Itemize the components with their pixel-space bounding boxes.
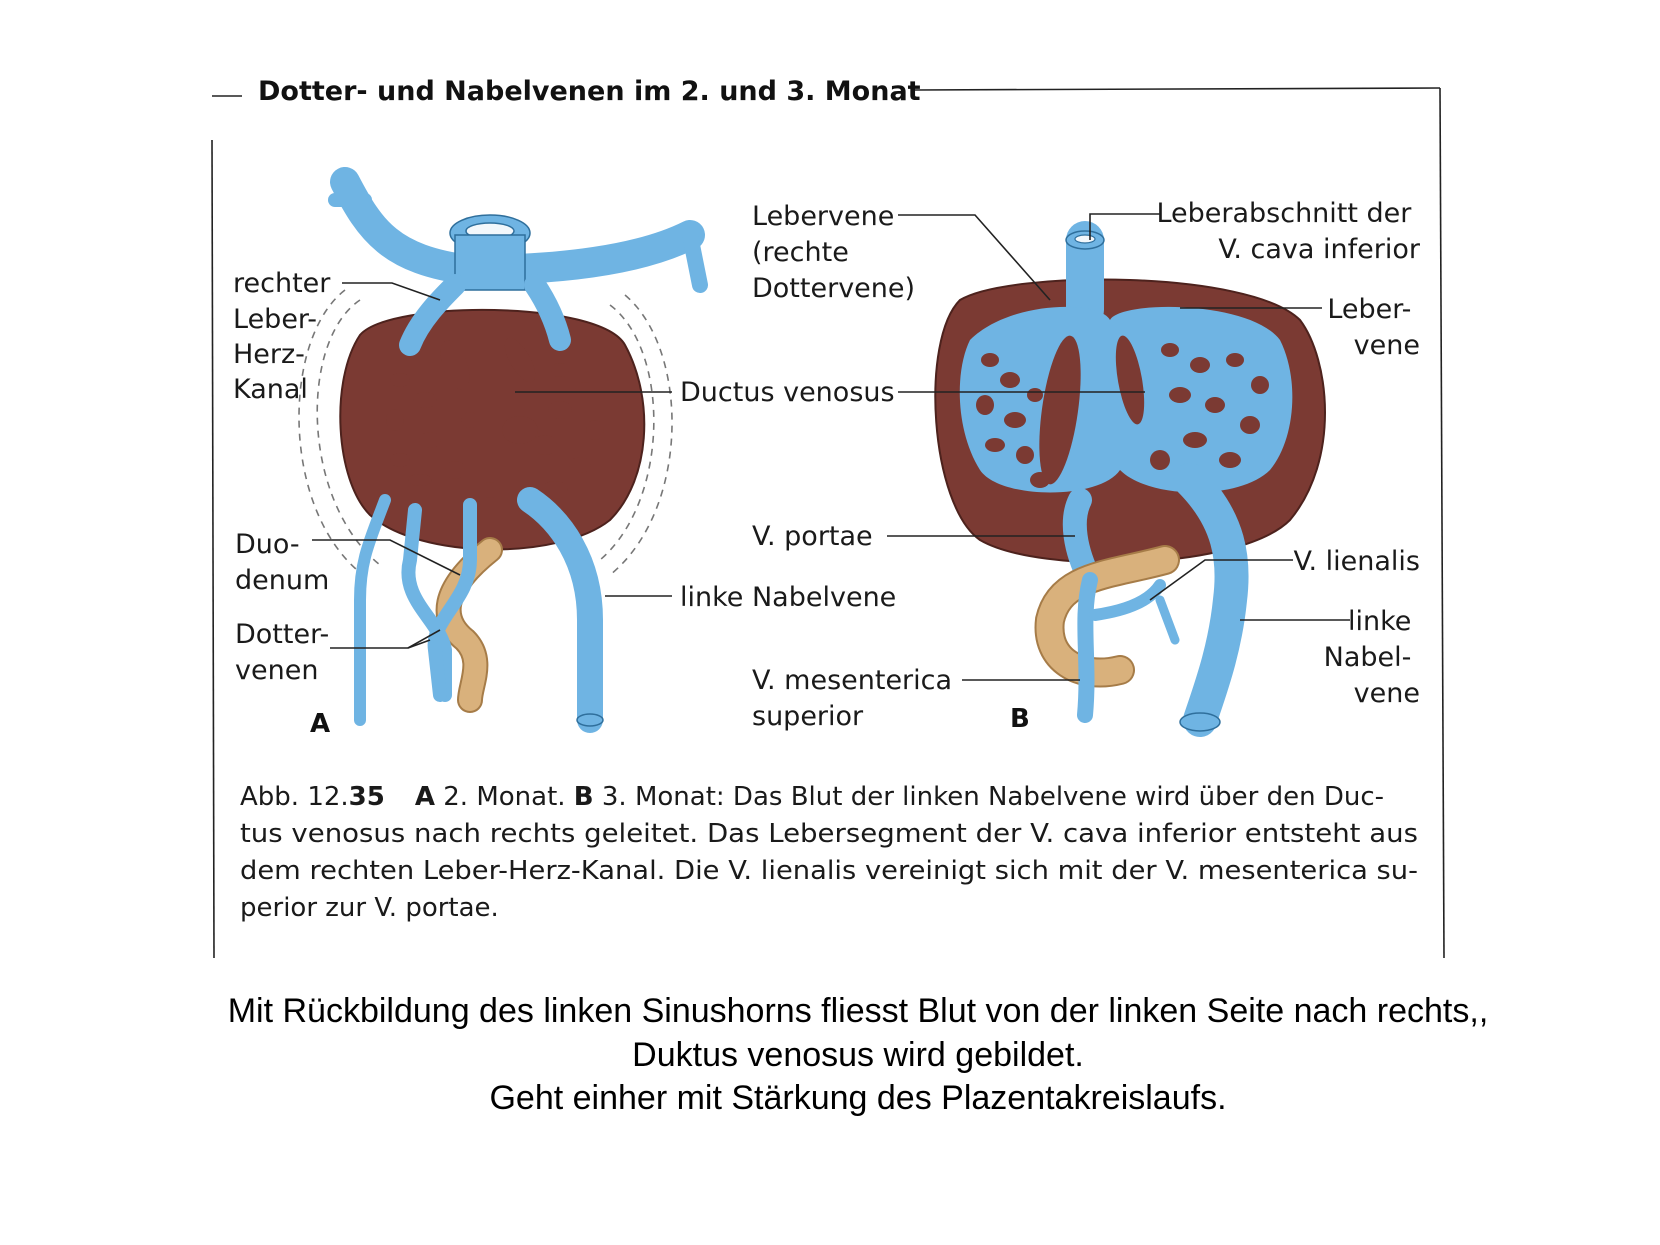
caption-line-2: tus venosus nach rechts geleitet. Das Lebersegment der V. cava inferior entsteht aus: [240, 819, 1418, 849]
label-linke-nabelvene-a: linke Nabelvene: [680, 582, 897, 613]
label-v-mesenterica-superior: V. mesenterica superior: [752, 665, 953, 732]
label-ductus-venosus-a: Ductus venosus: [680, 377, 895, 408]
bottom-text-line-1: Mit Rückbildung des linken Sinushorns fliesst Blut von der linken Seite nach rechts,,: [227, 992, 1489, 1030]
panel-a-illustration: [299, 182, 700, 726]
label-leberabschnitt-vci: Leberabschnitt der V. cava inferior: [1156, 198, 1420, 265]
panel-b-letter: B: [1010, 704, 1030, 734]
label-v-lienalis: V. lienalis: [1293, 546, 1420, 577]
caption-line-4: perior zur V. portae.: [240, 893, 499, 923]
label-v-portae: V. portae: [752, 521, 873, 552]
panel-b-illustration: [935, 231, 1325, 731]
caption-line-1: Abb. 12.35 A 2. Monat. B 3. Monat: Das Blut der linken Nabelvene wird über den Duc-: [240, 782, 1385, 812]
bottom-text-line-2: Duktus venosus wird gebildet.: [632, 1036, 1084, 1074]
label-dottervenen: Dotter- venen: [235, 619, 330, 686]
label-linke-nabelvene-b: linke Nabel- vene: [1323, 606, 1420, 709]
label-lebervene-b: Leber- vene: [1327, 294, 1420, 361]
label-rechter-leber-herz-kanal: rechter Leber- Herz- Kanal: [233, 268, 331, 405]
panel-a-letter: A: [310, 709, 331, 739]
figure-title: Dotter- und Nabelvenen im 2. und 3. Monat: [258, 76, 921, 107]
label-duodenum: Duo- denum: [235, 529, 330, 596]
bottom-text-line-3: Geht einher mit Stärkung des Plazentakreislaufs.: [489, 1079, 1227, 1117]
label-lebervene-rechte-dottervene: Lebervene (rechte Dottervene): [752, 201, 916, 304]
caption-line-3: dem rechten Leber-Herz-Kanal. Die V. lienalis vereinigt sich mit der V. mesenterica su-: [240, 856, 1418, 886]
